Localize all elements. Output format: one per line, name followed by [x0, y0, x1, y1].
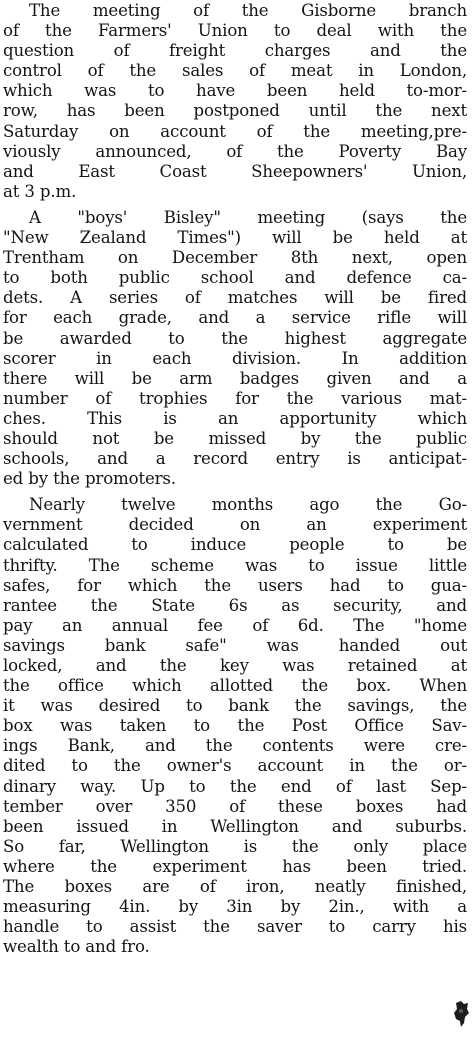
text-line: locked, and the key was retained at [3, 656, 467, 675]
text-line: tember over 350 of these boxes had [3, 796, 467, 816]
text-line: ed by the promoters. [3, 469, 176, 489]
ink-blot-mark [452, 1000, 470, 1028]
text-line: at 3 p.m. [3, 181, 77, 201]
text-line: wealth to and fro. [3, 937, 150, 957]
text-line: So far, Wellington is the only place [3, 836, 467, 856]
text-line: vernment decided on an experiment [3, 515, 467, 535]
text-line: viously announced, of the Poverty Bay [3, 141, 467, 161]
text-line: dited to the owner's account in the or- [3, 756, 467, 776]
text-line: savings bank safe" was handed out [3, 635, 467, 655]
text-line: the office which allotted the box. When [3, 676, 467, 696]
text-line: Nearly twelve months ago the Go- [29, 495, 467, 515]
text-line: "New Zealand Times") will be held at [3, 228, 467, 248]
paragraph-farmers-union-meeting [3, 1, 467, 202]
text-line: pay an annual fee of 6d. The "home [3, 615, 467, 635]
text-line: question of freight charges and the [3, 41, 467, 61]
text-line: handle to assist the saver to carry his [3, 917, 467, 937]
text-line: should not be missed by the public [3, 428, 467, 448]
paragraph-boys-bisley [3, 208, 467, 489]
text-line: control of the sales of meat in London, [3, 61, 467, 81]
text-line: ches. This is an apportunity which [3, 408, 467, 428]
text-line: rantee the State 6s as security, and [3, 595, 467, 615]
text-line: A "boys' Bisley" meeting (says the [29, 207, 467, 227]
text-line: dinary way. Up to the end of last Sep- [3, 776, 467, 796]
text-line: scorer in each division. In addition [3, 348, 467, 368]
text-line: safes, for which the users had to gua- [3, 575, 467, 595]
text-line: ings Bank, and the contents were cre- [3, 736, 467, 756]
text-line: box was taken to the Post Office Sav- [3, 716, 467, 736]
text-line: it was desired to bank the savings, the [3, 696, 467, 716]
text-line: schools, and a record entry is anticipat- [3, 449, 467, 469]
text-line: to both public school and defence ca- [3, 268, 467, 288]
text-line: where the experiment has been tried. [3, 856, 467, 876]
text-line: dets. A series of matches will be fired [3, 288, 467, 308]
text-line: The boxes are of iron, neatly finished, [3, 877, 467, 897]
text-line: be awarded to the highest aggregate [3, 328, 467, 348]
text-line: Trentham on December 8th next, open [3, 248, 467, 268]
text-line: of the Farmers' Union to deal with the [3, 21, 467, 41]
paragraph-home-savings-safes [3, 495, 467, 957]
text-line: which was to have been held to-mor- [3, 81, 467, 101]
text-line: The meeting of the Gisborne branch [29, 1, 467, 20]
text-line: row, has been postponed until the next [3, 101, 467, 121]
text-line: Saturday on account of the meeting,pre- [3, 121, 467, 141]
text-line: there will be arm badges given and a [3, 368, 467, 388]
text-line: measuring 4in. by 3in by 2in., with a [3, 897, 467, 917]
text-line: calculated to induce people to be [3, 535, 467, 555]
text-line: and East Coast Sheepowners' Union, [3, 161, 467, 181]
text-line: number of trophies for the various mat- [3, 388, 467, 408]
text-line: thrifty. The scheme was to issue little [3, 555, 467, 575]
text-line: been issued in Wellington and suburbs. [3, 816, 467, 836]
text-line: for each grade, and a service rifle will [3, 308, 467, 328]
